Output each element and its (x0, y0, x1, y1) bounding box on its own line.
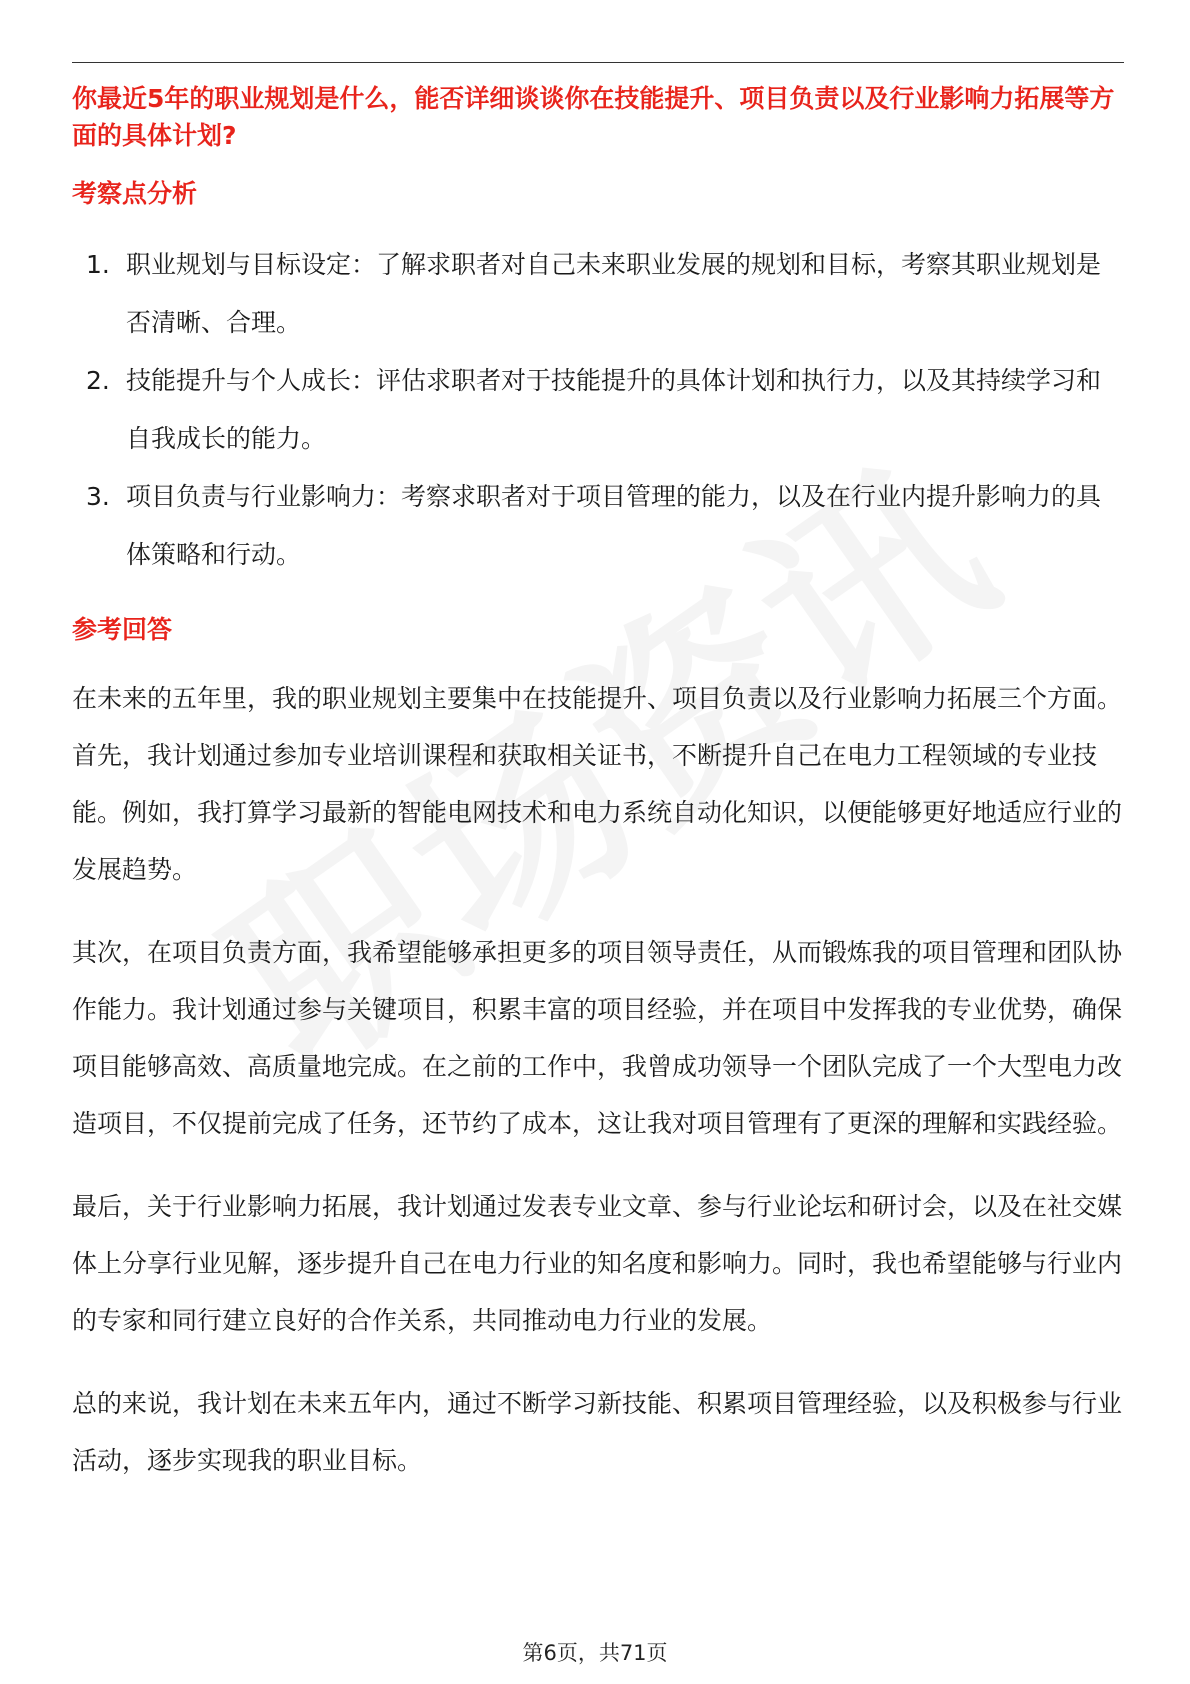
page-number: 第6页，共71页 (522, 1641, 668, 1665)
analysis-points (72, 236, 1124, 584)
analysis-heading: 考察点分析 (72, 179, 198, 208)
point-text: 职业规划与目标设定：了解求职者对自己未来职业发展的规划和目标，考察其职业规划是否清晰、合理。 (126, 250, 1102, 337)
answer-paragraph: 在未来的五年里，我的职业规划主要集中在技能提升、项目负责以及行业影响力拓展三个方面。首先，我计划通过参加专业培训课程和获取相关证书，不断提升自己在电力工程领域的专业技能。例如，我打算学习最新的智能电网技术和电力系统自动化知识，以便能够更好地适应行业的发展趋势。 (72, 684, 1123, 884)
page-content (72, 80, 1124, 1515)
point-text: 技能提升与个人成长：评估求职者对于技能提升的具体计划和执行力，以及其持续学习和自我成长的能力。 (126, 366, 1102, 453)
top-rule (72, 62, 1124, 63)
point-number: 2. (86, 366, 110, 395)
point-text: 项目负责与行业影响力：考察求职者对于项目管理的能力，以及在行业内提升影响力的具体策略和行动。 (126, 482, 1102, 569)
analysis-point (72, 468, 1124, 584)
interview-question: 你最近5年的职业规划是什么，能否详细谈谈你在技能提升、项目负责以及行业影响力拓展等方面的具体计划? (72, 84, 1115, 150)
analysis-point (72, 236, 1124, 352)
answer-paragraph: 其次，在项目负责方面，我希望能够承担更多的项目领导责任，从而锻炼我的项目管理和团队协作能力。我计划通过参与关键项目，积累丰富的项目经验，并在项目中发挥我的专业优势，确保项目能够高效、高质量地完成。在之前的工作中，我曾成功领导一个团队完成了一个大型电力改造项目，不仅提前完成了任务，还节约了成本，这让我对项目管理有了更深的理解和实践经验。 (72, 938, 1123, 1138)
analysis-point (72, 352, 1124, 468)
answer-body (72, 670, 1124, 1489)
point-number: 1. (86, 250, 110, 279)
answer-paragraph: 总的来说，我计划在未来五年内，通过不断学习新技能、积累项目管理经验，以及积极参与行业活动，逐步实现我的职业目标。 (72, 1389, 1123, 1475)
point-number: 3. (86, 482, 110, 511)
answer-heading: 参考回答 (72, 615, 173, 644)
answer-paragraph: 最后，关于行业影响力拓展，我计划通过发表专业文章、参与行业论坛和研讨会，以及在社交媒体上分享行业见解，逐步提升自己在电力行业的知名度和影响力。同时，我也希望能够与行业内的专家和同行建立良好的合作关系，共同推动电力行业的发展。 (72, 1192, 1123, 1335)
